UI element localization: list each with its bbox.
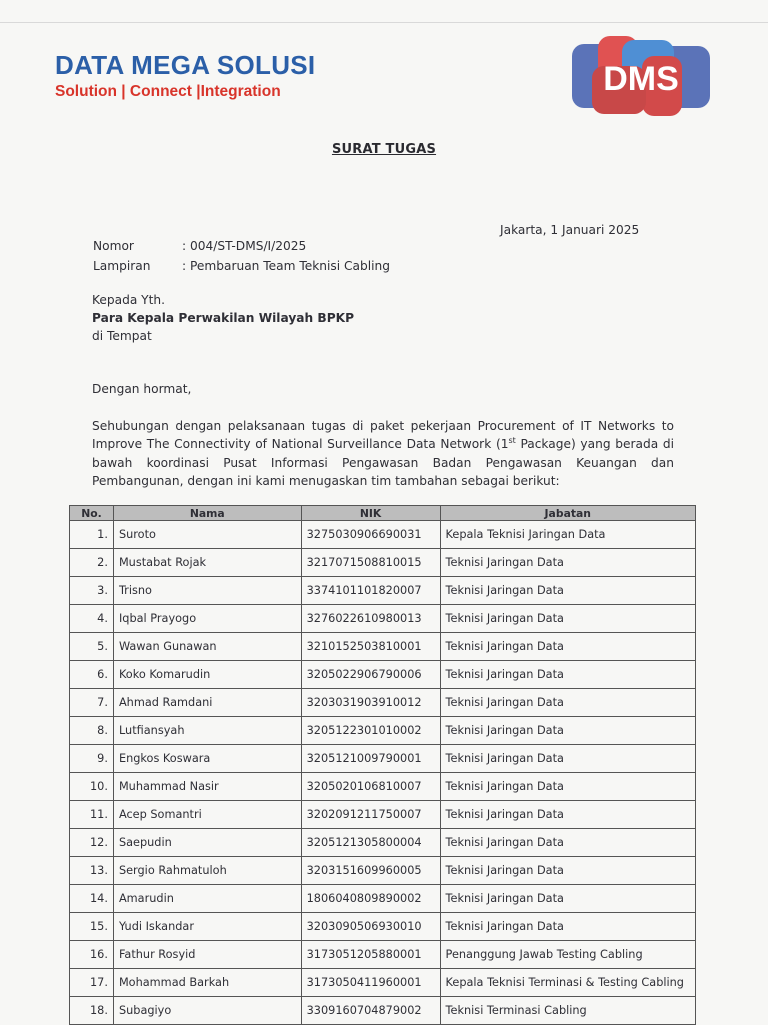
cell-jabatan: Teknisi Jaringan Data — [440, 689, 695, 717]
cell-jabatan: Teknisi Jaringan Data — [440, 913, 695, 941]
cell-no: 18. — [70, 997, 114, 1025]
lampiran-label: Lampiran — [93, 259, 151, 273]
table-row — [70, 717, 696, 745]
cell-no: 16. — [70, 941, 114, 969]
cell-nama: Mustabat Rojak — [113, 549, 301, 577]
cell-no: 3. — [70, 577, 114, 605]
cell-jabatan: Teknisi Jaringan Data — [440, 605, 695, 633]
table-row — [70, 801, 696, 829]
cell-jabatan: Teknisi Jaringan Data — [440, 549, 695, 577]
cell-jabatan: Teknisi Jaringan Data — [440, 717, 695, 745]
cell-nama: Sergio Rahmatuloh — [113, 857, 301, 885]
cell-no: 17. — [70, 969, 114, 997]
cell-jabatan: Teknisi Terminasi Cabling — [440, 997, 695, 1025]
cell-jabatan: Teknisi Jaringan Data — [440, 801, 695, 829]
cell-jabatan: Teknisi Jaringan Data — [440, 577, 695, 605]
cell-no: 6. — [70, 661, 114, 689]
cell-nik: 3203031903910012 — [301, 689, 440, 717]
cell-no: 15. — [70, 913, 114, 941]
cell-jabatan: Teknisi Jaringan Data — [440, 857, 695, 885]
cell-nik: 3205121009790001 — [301, 745, 440, 773]
cell-nama: Engkos Koswara — [113, 745, 301, 773]
letterhead — [55, 50, 315, 102]
cell-nama: Suroto — [113, 521, 301, 549]
table-row — [70, 549, 696, 577]
company-tagline: Solution | Connect |Integration — [55, 83, 281, 100]
cell-nama: Yudi Iskandar — [113, 913, 301, 941]
cell-jabatan: Kepala Teknisi Terminasi & Testing Cabling — [440, 969, 695, 997]
table-body — [70, 521, 696, 1025]
recipient-place: di Tempat — [92, 329, 152, 343]
table-row — [70, 633, 696, 661]
cell-no: 14. — [70, 885, 114, 913]
cell-no: 7. — [70, 689, 114, 717]
cell-nama: Subagiyo — [113, 997, 301, 1025]
cell-nik: 3275030906690031 — [301, 521, 440, 549]
logo-text: DMS — [603, 60, 679, 98]
body-paragraph — [92, 417, 674, 491]
header-no: No. — [70, 506, 114, 521]
header-nama: Nama — [113, 506, 301, 521]
cell-nik: 3374101101820007 — [301, 577, 440, 605]
cell-jabatan: Teknisi Jaringan Data — [440, 633, 695, 661]
cell-nik: 3202091211750007 — [301, 801, 440, 829]
table-row — [70, 857, 696, 885]
company-name: DATA MEGA SOLUSI — [55, 50, 316, 80]
table-row — [70, 689, 696, 717]
salutation: Dengan hormat, — [92, 382, 192, 396]
page-top-edge — [0, 22, 768, 23]
staff-table — [69, 505, 696, 1025]
cell-no: 2. — [70, 549, 114, 577]
cell-nik: 3276022610980013 — [301, 605, 440, 633]
cell-nik: 3210152503810001 — [301, 633, 440, 661]
cell-nik: 3173051205880001 — [301, 941, 440, 969]
cell-no: 4. — [70, 605, 114, 633]
table-row — [70, 605, 696, 633]
cell-nik: 3203090506930010 — [301, 913, 440, 941]
cell-nik: 3309160704879002 — [301, 997, 440, 1025]
cell-nama: Fathur Rosyid — [113, 941, 301, 969]
cell-nik: 3205121305800004 — [301, 829, 440, 857]
cell-nik: 3205020106810007 — [301, 773, 440, 801]
table-row — [70, 941, 696, 969]
cell-nik: 3173050411960001 — [301, 969, 440, 997]
body-text-2: Package) yang berada di bawah koordinasi Pusat Informasi Pengawasan Badan Pengawasan Keuangan dan Pembangunan, dengan ini kami menugaskan tim tambahan sebagai berikut: — [92, 437, 674, 489]
cell-nama: Mohammad Barkah — [113, 969, 301, 997]
letter-date: Jakarta, 1 Januari 2025 — [500, 223, 640, 237]
table-row — [70, 521, 696, 549]
cell-no: 8. — [70, 717, 114, 745]
cell-jabatan: Teknisi Jaringan Data — [440, 745, 695, 773]
cell-jabatan: Kepala Teknisi Jaringan Data — [440, 521, 695, 549]
cell-jabatan: Teknisi Jaringan Data — [440, 885, 695, 913]
cell-no: 12. — [70, 829, 114, 857]
cell-no: 1. — [70, 521, 114, 549]
cell-nama: Amarudin — [113, 885, 301, 913]
cell-jabatan: Penanggung Jawab Testing Cabling — [440, 941, 695, 969]
table-row — [70, 997, 696, 1025]
cell-nik: 3205122301010002 — [301, 717, 440, 745]
cell-nama: Lutfiansyah — [113, 717, 301, 745]
cell-nik: 3217071508810015 — [301, 549, 440, 577]
cell-nama: Saepudin — [113, 829, 301, 857]
cell-no: 13. — [70, 857, 114, 885]
cell-no: 9. — [70, 745, 114, 773]
table-row — [70, 829, 696, 857]
cell-jabatan: Teknisi Jaringan Data — [440, 661, 695, 689]
table-row — [70, 969, 696, 997]
table-row — [70, 885, 696, 913]
body-text-1: Sehubungan dengan pelaksanaan tugas di paket pekerjaan Procurement of IT Networks to Improve The Connectivity of National Surveillance Data Network (1 — [92, 419, 674, 452]
cell-nama: Ahmad Ramdani — [113, 689, 301, 717]
cell-no: 10. — [70, 773, 114, 801]
lampiran-value: : Pembaruan Team Teknisi Cabling — [182, 259, 390, 273]
cell-nama: Trisno — [113, 577, 301, 605]
cell-nama: Muhammad Nasir — [113, 773, 301, 801]
table-row — [70, 577, 696, 605]
cell-no: 11. — [70, 801, 114, 829]
cell-nik: 1806040809890002 — [301, 885, 440, 913]
header-jabatan: Jabatan — [440, 506, 695, 521]
cell-no: 5. — [70, 633, 114, 661]
cell-nama: Wawan Gunawan — [113, 633, 301, 661]
recipient-name: Para Kepala Perwakilan Wilayah BPKP — [92, 311, 355, 325]
dms-logo — [572, 36, 710, 118]
table-row — [70, 661, 696, 689]
cell-jabatan: Teknisi Jaringan Data — [440, 829, 695, 857]
cell-nama: Iqbal Prayogo — [113, 605, 301, 633]
cell-jabatan: Teknisi Jaringan Data — [440, 773, 695, 801]
table-header-row — [70, 506, 696, 521]
table-row — [70, 773, 696, 801]
header-nik: NIK — [301, 506, 440, 521]
table-row — [70, 913, 696, 941]
body-superscript: st — [508, 436, 516, 446]
cell-nama: Acep Somantri — [113, 801, 301, 829]
document-title: SURAT TUGAS — [331, 142, 437, 157]
cell-nama: Koko Komarudin — [113, 661, 301, 689]
nomor-label: Nomor — [93, 239, 134, 253]
cell-nik: 3205022906790006 — [301, 661, 440, 689]
nomor-value: : 004/ST-DMS/I/2025 — [182, 239, 307, 253]
recipient-greeting: Kepada Yth. — [92, 293, 165, 307]
table-row — [70, 745, 696, 773]
cell-nik: 3203151609960005 — [301, 857, 440, 885]
